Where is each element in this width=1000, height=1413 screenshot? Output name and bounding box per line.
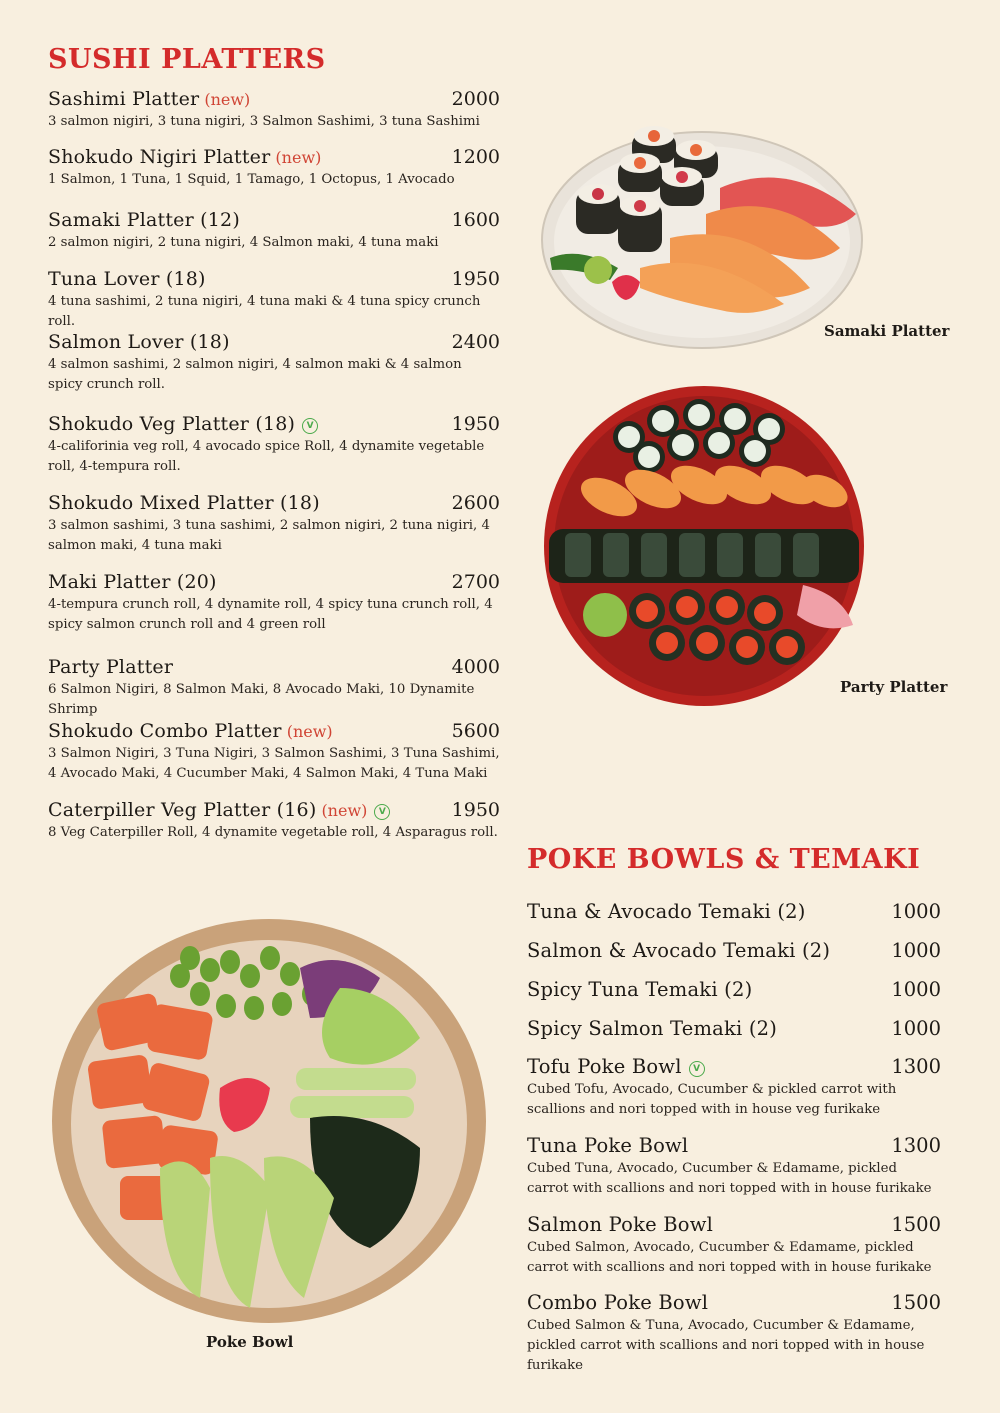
menu-item-description: 3 salmon sashimi, 3 tuna sashimi, 2 salmon nigiri, 2 tuna nigiri, 4 salmon maki, 4 tuna maki — [48, 518, 490, 553]
party-platter-photo — [543, 385, 865, 707]
menu-item-title — [48, 799, 390, 821]
poke-bowl-caption: Poke Bowl — [206, 1333, 294, 1351]
menu-item — [48, 146, 500, 190]
menu-item-description: Cubed Salmon & Tuna, Avocado, Cucumber & Edamame, pickled carrot with scallions and nori topped with in house furikake — [527, 1318, 925, 1373]
menu-item — [48, 656, 500, 720]
menu-item-price: 1500 — [891, 1291, 941, 1314]
menu-item — [48, 268, 500, 332]
menu-item-title — [527, 1291, 708, 1314]
menu-item — [527, 900, 941, 923]
menu-item-title — [48, 209, 240, 231]
menu-item-price: 1000 — [891, 1017, 941, 1040]
menu-item-description: 6 Salmon Nigiri, 8 Salmon Maki, 8 Avocado Maki, 10 Dynamite Shrimp — [48, 682, 475, 717]
menu-item-title — [527, 1017, 777, 1040]
menu-item-price: 1000 — [891, 900, 941, 923]
veg-icon: V — [374, 804, 390, 820]
new-tag: (new) — [286, 722, 333, 741]
menu-item-price: 1200 — [451, 146, 500, 168]
menu-item — [48, 720, 500, 784]
menu-item-price: 2700 — [451, 571, 500, 593]
menu-item-description: 1 Salmon, 1 Tuna, 1 Squid, 1 Tamago, 1 Octopus, 1 Avocado — [48, 172, 455, 187]
samaki-platter-caption: Samaki Platter — [824, 322, 950, 340]
menu-item-description: 2 salmon nigiri, 2 tuna nigiri, 4 Salmon maki, 4 tuna maki — [48, 235, 439, 250]
menu-item-description: 3 Salmon Nigiri, 3 Tuna Nigiri, 3 Salmon Sashimi, 3 Tuna Sashimi, 4 Avocado Maki, 4 Cucumber Maki, 4 Salmon Maki, 4 Tuna Maki — [48, 746, 500, 781]
samaki-platter-photo — [540, 118, 866, 354]
menu-item-name: Combo Poke Bowl — [527, 1291, 709, 1314]
menu-item-header — [527, 1291, 941, 1314]
menu-item-header — [48, 413, 500, 435]
menu-item-name: Salmon Lover (18) — [48, 331, 230, 353]
menu-item-description: 8 Veg Caterpiller Roll, 4 dynamite vegetable roll, 4 Asparagus roll. — [48, 825, 498, 840]
menu-item-header — [48, 492, 500, 514]
menu-item-name: Party Platter — [48, 656, 174, 678]
menu-item-price: 1950 — [451, 268, 500, 290]
menu-item-name: Spicy Tuna Temaki (2) — [527, 978, 753, 1001]
menu-item — [527, 1017, 941, 1040]
menu-item-name: Tuna & Avocado Temaki (2) — [527, 900, 806, 923]
new-tag: (new) — [275, 148, 322, 167]
menu-item — [527, 978, 941, 1001]
menu-item-title — [48, 268, 206, 290]
menu-item-name: Tuna Lover (18) — [48, 268, 206, 290]
menu-item-name: Tofu Poke Bowl — [527, 1055, 682, 1078]
menu-item — [527, 1134, 941, 1199]
menu-item — [48, 413, 500, 477]
new-tag: (new) — [321, 801, 368, 820]
menu-item-header — [48, 799, 500, 821]
menu-item-name: Sashimi Platter — [48, 88, 200, 110]
menu-item — [527, 1213, 941, 1278]
sushi-platters-title: SUSHI PLATTERS — [48, 44, 326, 75]
menu-item-header — [48, 268, 500, 290]
menu-item-title — [527, 978, 752, 1001]
menu-item-header — [48, 331, 500, 353]
menu-item-name: Salmon & Avocado Temaki (2) — [527, 939, 831, 962]
menu-item-price: 1950 — [451, 799, 500, 821]
menu-item-header — [527, 1055, 941, 1078]
menu-item-title — [48, 413, 318, 435]
menu-item — [527, 939, 941, 962]
menu-item-title — [527, 900, 806, 923]
menu-item — [527, 1291, 941, 1376]
poke-bowl-photo — [50, 918, 488, 1324]
menu-item-header — [48, 656, 500, 678]
menu-item-price: 4000 — [451, 656, 500, 678]
menu-item-description: Cubed Tofu, Avocado, Cucumber & pickled carrot with scallions and nori topped with in house veg furikake — [527, 1082, 897, 1117]
menu-item-header — [48, 720, 500, 742]
menu-item-price: 1300 — [891, 1134, 941, 1157]
menu-item-price: 2600 — [451, 492, 500, 514]
menu-item-name: Maki Platter (20) — [48, 571, 217, 593]
menu-item-title — [48, 88, 250, 110]
menu-item-price: 1600 — [451, 209, 500, 231]
menu-item-price: 1950 — [451, 413, 500, 435]
menu-item — [48, 209, 500, 253]
menu-item-name: Samaki Platter (12) — [48, 209, 240, 231]
menu-item-title — [48, 720, 333, 742]
menu-item-price: 1300 — [891, 1055, 941, 1078]
menu-item-header — [527, 1134, 941, 1157]
party-platter-caption: Party Platter — [840, 678, 948, 696]
veg-icon: V — [302, 418, 318, 434]
menu-item-header — [527, 1017, 941, 1040]
menu-item-title — [527, 1055, 705, 1078]
menu-item-price: 5600 — [451, 720, 500, 742]
menu-item-header — [527, 900, 941, 923]
menu-item-name: Spicy Salmon Temaki (2) — [527, 1017, 778, 1040]
menu-item-title — [48, 492, 320, 514]
menu-item-name: Shokudo Nigiri Platter — [48, 146, 271, 168]
menu-item-header — [527, 939, 941, 962]
menu-item-price: 1500 — [891, 1213, 941, 1236]
menu-item-description: Cubed Salmon, Avocado, Cucumber & Edamame, pickled carrot with scallions and nori topped with in house furikake — [527, 1240, 932, 1275]
menu-item — [527, 1055, 941, 1120]
menu-item-title — [48, 331, 230, 353]
menu-item-title — [527, 1213, 713, 1236]
menu-item-title — [48, 656, 173, 678]
menu-item-header — [48, 88, 500, 110]
veg-icon: V — [689, 1061, 705, 1077]
menu-item-name: Tuna Poke Bowl — [527, 1134, 689, 1157]
menu-item — [48, 571, 500, 635]
menu-item — [48, 88, 500, 132]
menu-item-name: Salmon Poke Bowl — [527, 1213, 714, 1236]
menu-item-description: 4-califorinia veg roll, 4 avocado spice Roll, 4 dynamite vegetable roll, 4-tempura roll. — [48, 439, 485, 474]
poke-bowls-title: POKE BOWLS & TEMAKI — [527, 844, 921, 875]
menu-item-header — [48, 146, 500, 168]
menu-item-title — [48, 146, 321, 168]
menu-item-description: 4 tuna sashimi, 2 tuna nigiri, 4 tuna maki & 4 tuna spicy crunch roll. — [48, 294, 481, 329]
menu-item — [48, 492, 500, 556]
menu-item-name: Shokudo Combo Platter — [48, 720, 282, 742]
menu-item-description: Cubed Tuna, Avocado, Cucumber & Edamame, pickled carrot with scallions and nori topped with in house furikake — [527, 1161, 932, 1196]
menu-item-price: 2400 — [451, 331, 500, 353]
new-tag: (new) — [204, 90, 251, 109]
menu-item-description: 4-tempura crunch roll, 4 dynamite roll, 4 spicy tuna crunch roll, 4 spicy salmon crunch roll and 4 green roll — [48, 597, 493, 632]
menu-item-header — [48, 209, 500, 231]
menu-item-header — [527, 1213, 941, 1236]
menu-item-name: Caterpiller Veg Platter (16) — [48, 799, 317, 821]
menu-item-title — [48, 571, 217, 593]
menu-item-price: 2000 — [451, 88, 500, 110]
menu-item-description: 4 salmon sashimi, 2 salmon nigiri, 4 salmon maki & 4 salmon spicy crunch roll. — [48, 357, 462, 392]
menu-item-header — [48, 571, 500, 593]
menu-item-price: 1000 — [891, 978, 941, 1001]
menu-item-title — [527, 1134, 688, 1157]
menu-item-name: Shokudo Veg Platter (18) — [48, 413, 296, 435]
menu-item — [48, 799, 500, 843]
menu-item-description: 3 salmon nigiri, 3 tuna nigiri, 3 Salmon Sashimi, 3 tuna Sashimi — [48, 114, 480, 129]
menu-item — [48, 331, 500, 395]
menu-item-name: Shokudo Mixed Platter (18) — [48, 492, 320, 514]
menu-item-header — [527, 978, 941, 1001]
menu-item-price: 1000 — [891, 939, 941, 962]
menu-item-title — [527, 939, 830, 962]
